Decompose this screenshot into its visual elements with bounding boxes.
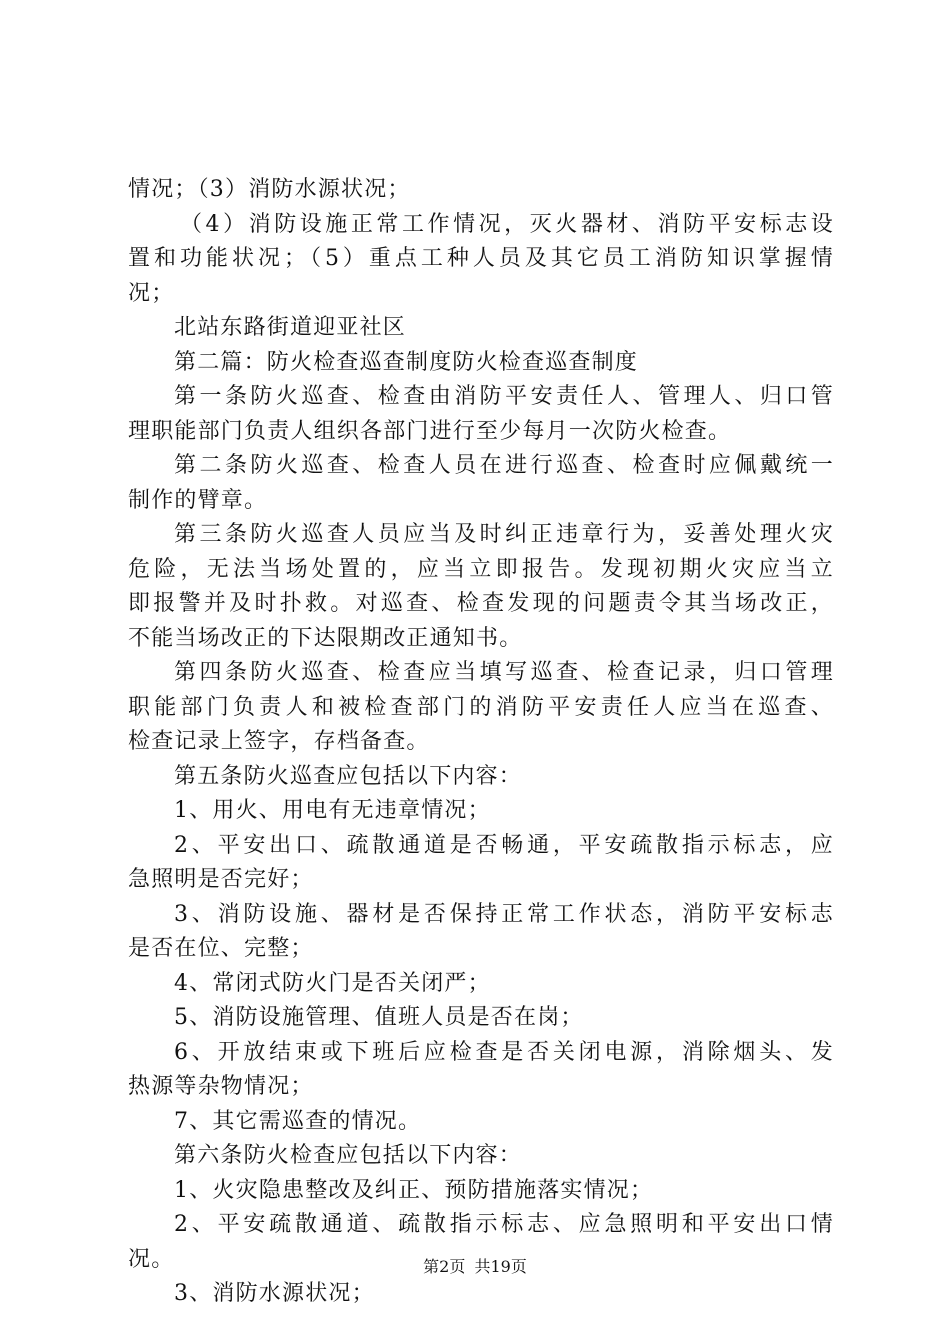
list-item: 7、其它需巡查的情况。 bbox=[174, 1108, 422, 1134]
text-line: 第五条防火巡查应包括以下内容： bbox=[174, 763, 523, 789]
text-line: 热源等杂物情况； bbox=[128, 1074, 314, 1099]
text-line: 况。 bbox=[128, 1246, 175, 1272]
list-item: 2、平安出口、疏散通道是否畅通，平安疏散指示标志，应 bbox=[174, 832, 834, 858]
text-line: 况； bbox=[128, 280, 175, 306]
document-body bbox=[128, 173, 834, 1312]
text-line: 第四条防火巡查、检查应当填写巡查、检查记录，归口管理 bbox=[174, 660, 834, 685]
list-item: 3、消防设施、器材是否保持正常工作状态，消防平安标志 bbox=[174, 901, 834, 927]
list-item: 5、消防设施管理、值班人员是否在岗； bbox=[174, 1005, 584, 1030]
text-line: 置和功能状况；（5）重点工种人员及其它员工消防知识掌握情 bbox=[128, 246, 834, 271]
list-item: 4、常闭式防火门是否关闭严； bbox=[174, 970, 491, 996]
text-line: 是否在位、完整； bbox=[128, 936, 314, 961]
text-line: 检查记录上签字，存档备查。 bbox=[128, 729, 430, 754]
page-footer bbox=[0, 1254, 950, 1277]
list-item: 1、用火、用电有无违章情况； bbox=[174, 798, 491, 823]
text-line: 制作的臂章。 bbox=[128, 487, 268, 513]
text-line: 不能当场改正的下达限期改正通知书。 bbox=[128, 625, 523, 651]
text-line: 第一条防火巡查、检查由消防平安责任人、管理人、归口管 bbox=[174, 384, 834, 409]
text-line: 第二条防火巡查、检查人员在进行巡查、检查时应佩戴统一 bbox=[174, 453, 834, 478]
text-line: 急照明是否完好； bbox=[128, 867, 314, 892]
list-item: 6、开放结束或下班后应检查是否关闭电源，消除烟头、发 bbox=[174, 1039, 834, 1065]
text-line: 职能部门负责人和被检查部门的消防平安责任人应当在巡查、 bbox=[128, 694, 834, 720]
text-line: 第六条防火检查应包括以下内容： bbox=[174, 1143, 523, 1168]
text-line: 北站东路街道迎亚社区 bbox=[174, 315, 407, 340]
page-total: 共19页 bbox=[474, 1257, 527, 1276]
text-line: 情况；（3）消防水源状况； bbox=[128, 177, 411, 202]
list-item: 1、火灾隐患整改及纠正、预防措施落实情况； bbox=[174, 1177, 654, 1203]
list-item: 3、消防水源状况； bbox=[174, 1281, 375, 1306]
text-line: 危险，无法当场处置的，应当立即报告。发现初期火灾应当立 bbox=[128, 556, 834, 582]
text-line: 理职能部门负责人组织各部门进行至少每月一次防火检查。 bbox=[128, 418, 732, 444]
text-line: 即报警并及时扑救。对巡查、检查发现的问题责令其当场改正， bbox=[128, 591, 834, 616]
text-line: （4）消防设施正常工作情况，灭火器材、消防平安标志设 bbox=[180, 211, 834, 237]
list-item: 2、平安疏散通道、疏散指示标志、应急照明和平安出口情 bbox=[174, 1212, 834, 1237]
text-line: 第三条防火巡查人员应当及时纠正违章行为，妥善处理火灾 bbox=[174, 522, 834, 547]
section-heading: 第二篇：防火检查巡查制度防火检查巡查制度 bbox=[174, 349, 639, 375]
page-number: 第2页 bbox=[423, 1257, 466, 1276]
